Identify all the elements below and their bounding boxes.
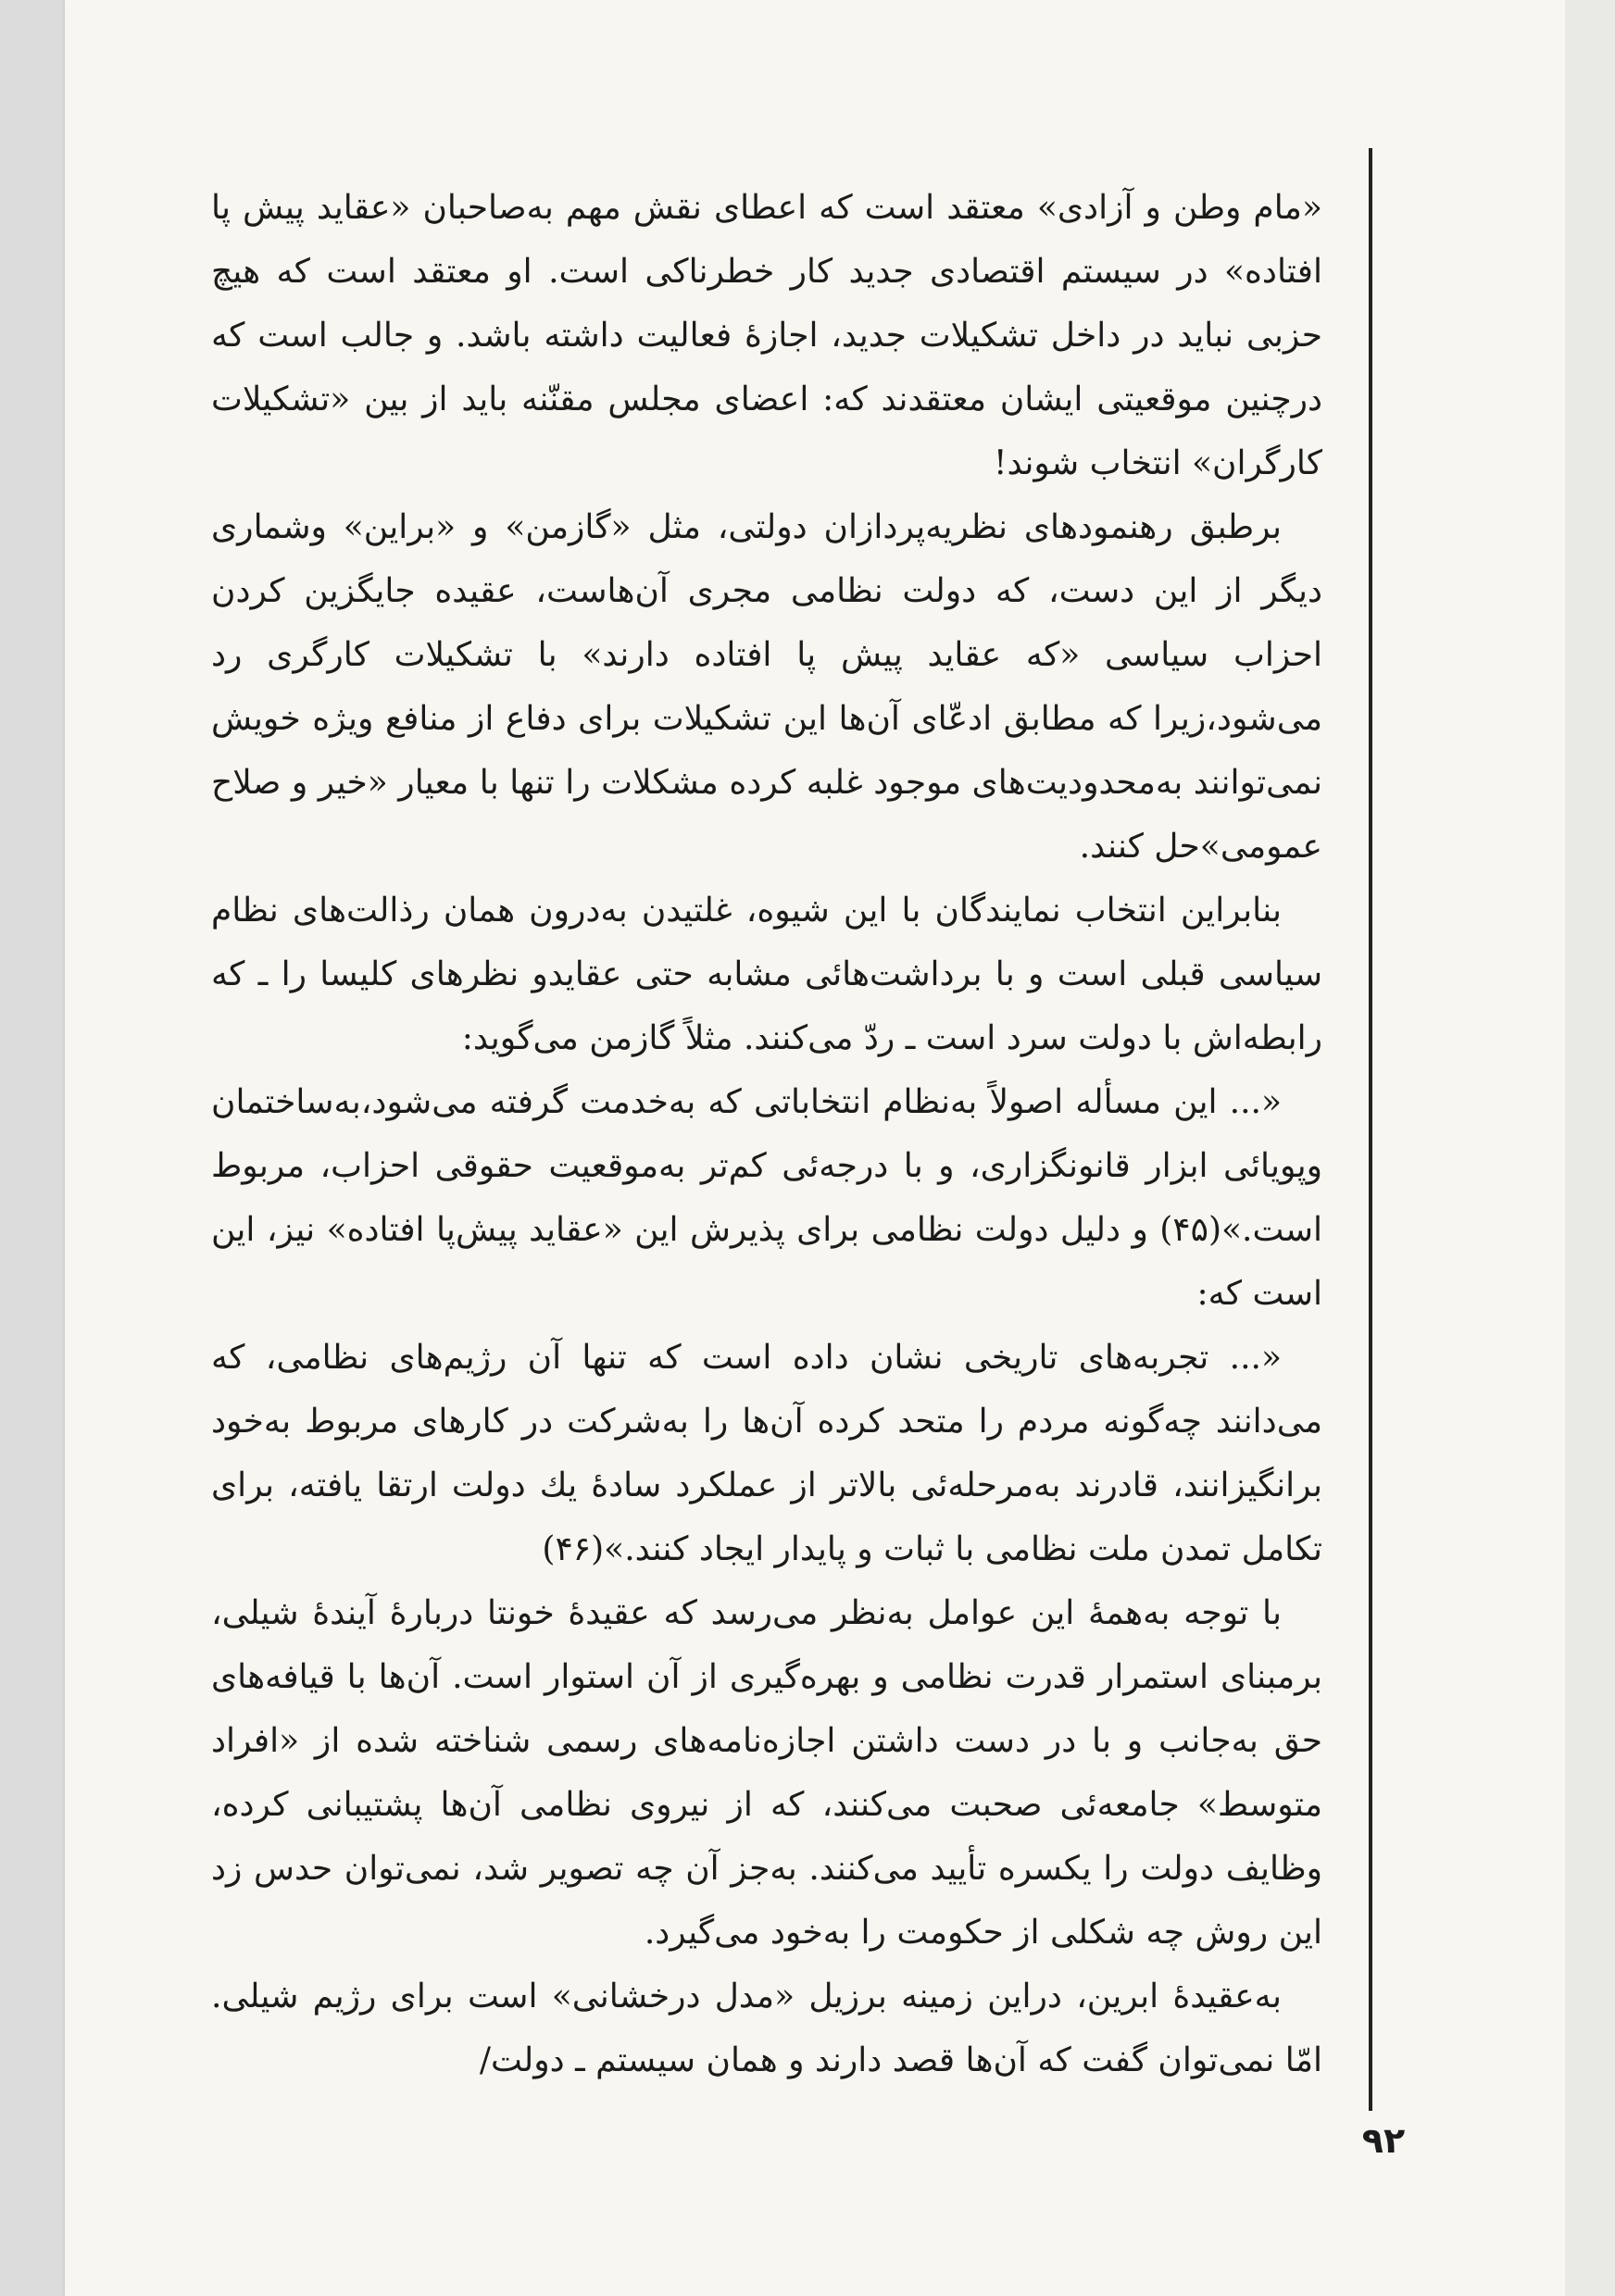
- paragraph-5: به‌عقیدهٔ ابرین، دراین زمینه برزیل «مدل درخشانی» است برای رژیم شیلی. امّا نمی‌توان گفت که آن‌ها قصد دارند و همان سیستم ـ دولت/: [211, 1978, 1322, 2079]
- paragraph-1: «مام وطن و آزادی» معتقد است که اعطای نقش مهم به‌صاحبان «عقاید پیش پا افتاده» در سیستم اقتصادی جدید کار خطرناکی است. او معتقد است که هیچ حزبی نباید در داخل تشکیلات جدید، اجازهٔ فعالیت داشته باشد. و جالب است که درچنین موقعیتی ایشان معتقدند که: اعضای مجلس مقنّنه باید از بین «تشکیلات کارگران» انتخاب شوند!: [211, 189, 1322, 482]
- margin-rule: [1369, 148, 1372, 2111]
- quote-1: «... این مسأله اصولاً به‌نظام انتخاباتی که به‌خدمت گرفته می‌شود،به‌ساختمان وپویائی ابزار قانونگزاری، و با درجه‌ئی کم‌تر به‌موقعیت حقوقی احزاب، مربوط است.»(۴۵) و دلیل دولت نظامی برای پذیرش این «عقاید پیش‌پا افتاده» نیز، این است که:: [211, 1083, 1322, 1313]
- quote-2: «... تجربه‌های تاریخی نشان داده است که تنها آن رژیم‌های نظامی، که می‌دانند چه‌گونه مردم را متحد کرده آن‌ها را به‌شرکت در کارهای مربوط به‌خود برانگیزانند، قادرند به‌مرحله‌ئی بالاتر از عملکرد سادهٔ یك دولت ارتقا یافته، برای تکامل تمدن ملت نظامی با ثبات و پایدار ایجاد کنند.»(۴۶): [211, 1339, 1322, 1568]
- paragraph-4: با توجه به‌همهٔ این عوامل به‌نظر می‌رسد که عقیدهٔ خونتا دربارهٔ آیندهٔ شیلی، برمبنای استمرار قدرت نظامی و بهره‌گیری از آن استوار است. آن‌ها با قیافه‌های حق به‌جانب و با در دست داشتن اجازه‌نامه‌های رسمی شناخته شده از «افراد متوسط» جامعه‌ئی صحبت می‌کنند، که از نیروی نظامی آن‌ها پشتیبانی کرده، وظایف دولت را یکسره تأیید می‌کنند. به‌جز آن چه تصویر شد، نمی‌توان حدس زد این روش چه شکلی از حکومت را به‌خود می‌گیرد.: [211, 1594, 1322, 1952]
- paragraph-2: برطبق رهنمودهای نظریه‌پردازان دولتی، مثل «گازمن» و «براین» وشماری دیگر از این دست، که دولت نظامی مجری آن‌هاست، عقیده جایگزین کردن احزاب سیاسی «که عقاید پیش پا افتاده دارند» با تشکیلات کارگری رد می‌شود،زیرا که مطابق ادعّای آن‌ها این تشکیلات برای دفاع از منافع ویژه خویش نمی‌توانند به‌محدودیت‌های موجود غلبه کرده مشکلات را تنها با معیار «خیر و صلاح عمومی»حل کنند.: [211, 508, 1322, 866]
- body-text: [211, 176, 1322, 2092]
- page-number: ۹۲: [1361, 2120, 1406, 2161]
- page-edge: [1565, 0, 1615, 2296]
- paragraph-3: بنابراین انتخاب نمایندگان با این شیوه، غلتیدن به‌درون همان رذالت‌های نظام سیاسی قبلی است و با برداشت‌هائی مشابه حتی عقایدو نظرهای کلیسا را ـ که رابطه‌اش با دولت سرد است ـ ردّ می‌کنند. مثلاً گازمن می‌گوید:: [211, 892, 1322, 1057]
